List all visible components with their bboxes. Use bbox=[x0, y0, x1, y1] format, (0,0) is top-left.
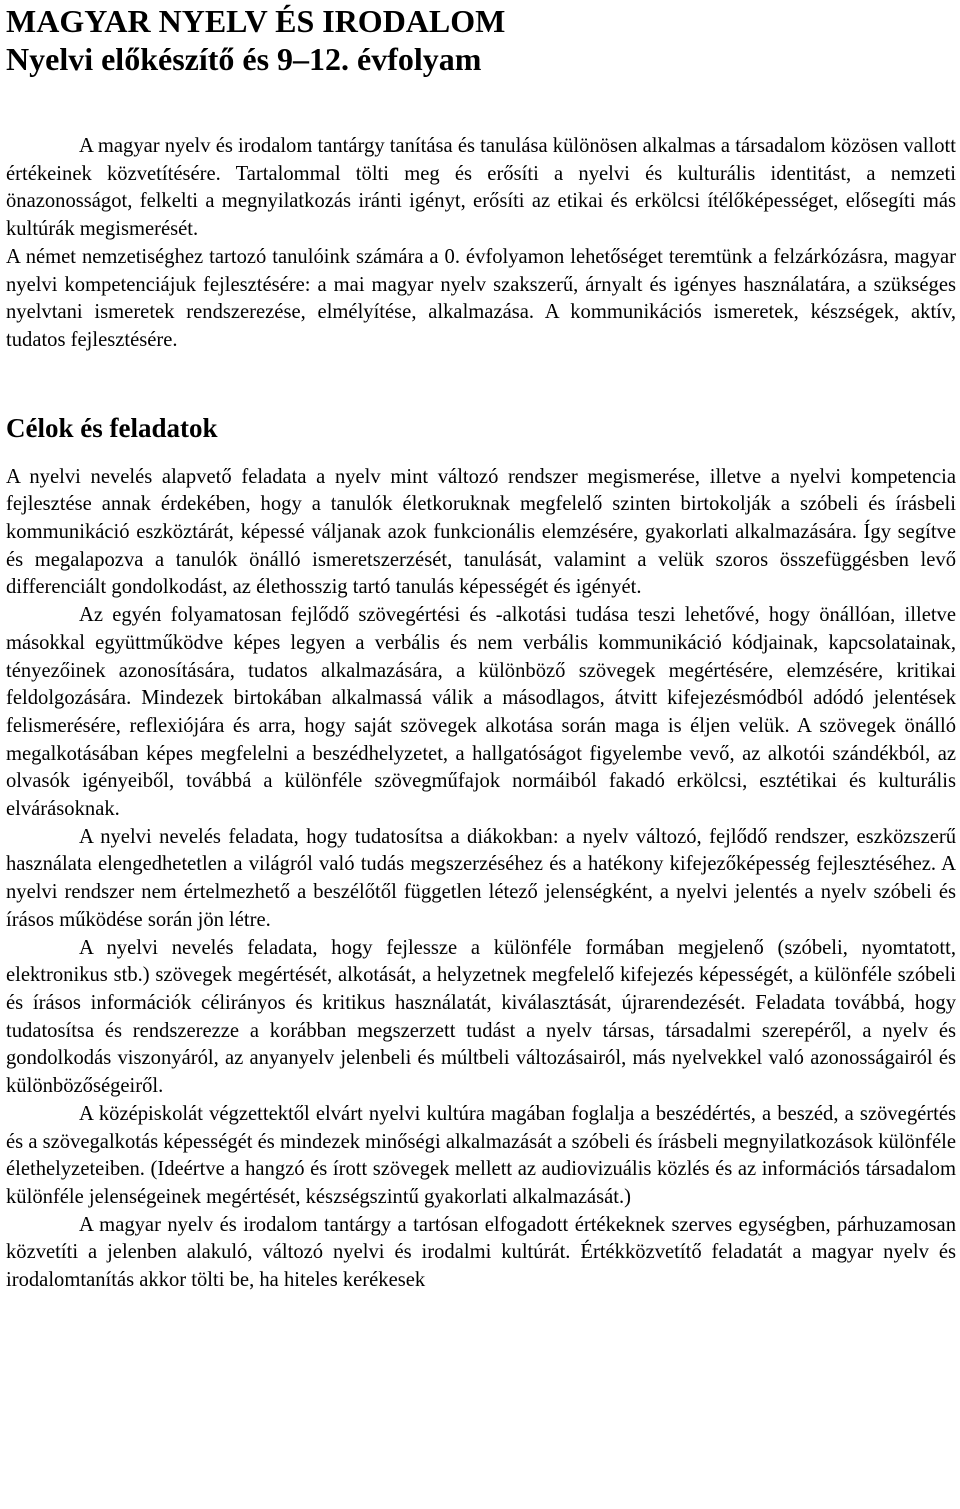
goals-paragraph: A magyar nyelv és irodalom tantárgy a tartósan elfogadott értékeknek szerves egységben, párhuzamosan közvetíti a jelenben alakuló, változó nyelvi és irodalmi kultúrát. Értékközvetítő feladatát a magyar nyelv és irodalomtanítás akkor tölti be, ha hiteles kerékesek bbox=[6, 1213, 956, 1292]
intro-section bbox=[6, 133, 956, 355]
goals-paragraph: A nyelvi nevelés feladata, hogy tudatosítsa a diákokban: a nyelv változó, fejlődő rendszer, eszközszerű használata elengedhetetlen a világról való tudás megszerzéséhez és a hatékony kifejezőképesség fejlesztéséhez. A nyelvi rendszer nem értelmezhető a beszélőtől független létező jelenségként, a nyelvi jelentés a nyelv szóbeli és írásos működése során jön létre. bbox=[6, 825, 956, 931]
section-heading: Célok és feladatok bbox=[6, 412, 218, 443]
document-page bbox=[6, 0, 956, 1295]
goals-section bbox=[6, 464, 956, 1295]
title-main: MAGYAR NYELV ÉS IRODALOM bbox=[6, 3, 506, 39]
document-title bbox=[6, 0, 956, 78]
goals-paragraph: A nyelvi nevelés feladata, hogy fejlessze a különféle formában megjelenő (szóbeli, nyomtatott, elektronikus stb.) szövegek megértését, alkotását, a helyzetnek megfelelő kifejezés képességét, a különféle szóbeli és írásos információk célirányos és kritikus használatát, kiválasztását, újrarendezését. Feladata továbbá, hogy tudatosítsa és rendszerezze a korábban megszerzett tudást a nyelv társas, társadalmi szerepéről, a nyelv és gondolkodás viszonyáról, az anyanyelv jelenbeli és múltbeli változásairól, más nyelvekkel való azonosságairól és különbözőségeiről. bbox=[6, 936, 956, 1098]
title-subtitle: Nyelvi előkészítő és 9–12. évfolyam bbox=[6, 41, 482, 77]
goals-paragraph: A középiskolát végzettektől elvárt nyelvi kultúra magában foglalja a beszédértés, a beszéd, a szövegértés és a szövegalkotás képességét és mindezek minőségi alkalmazását a szóbeli és írásbeli megnyilatkozások különféle élethelyzeteiben. (Ideértve a hangzó és írott szövegek mellett az audiovizuális közlés és az információs társadalom különféle jelenségeinek megértését, készségszintű gyakorlati alkalmazását.) bbox=[6, 1102, 956, 1208]
intro-paragraph-1: A magyar nyelv és irodalom tantárgy tanítása és tanulása különösen alkalmas a társadalom közösen vallott értékeinek közvetítésére. Tartalommal tölti meg és erősíti a nyelvi és kulturális identitást, a nemzeti önazonosságot, felkelti a megnyilatkozás iránti igényt, erősíti az etikai és erkölcsi ítélőképességet, elősegíti más kultúrák megismerését. bbox=[6, 135, 956, 241]
goals-paragraph: Az egyén folyamatosan fejlődő szövegértési és -alkotási tudása teszi lehetővé, hogy önállóan, illetve másokkal együttműködve képes legyen a verbális és nem verbális kommunikáció kódjainak, kapcsolatainak, tényezőinek azonosítására, tudatos alkalmazására, a különböző szövegek megértésére, elemzésére, kritikai feldolgozására. Mindezek birtokában alkalmassá válik a másodlagos, átvitt kifejezésmódból adódó jelentések felismerésére, reflexiójára és arra, hogy saját szövegek alkotása során maga is éljen velük. A szövegek önálló megalkotásában képes megfelelni a beszédhelyzetet, a hallgatóságot figyelembe vevő, az alkotói szándékból, az olvasók igényeiből, továbbá a különféle szövegműfajok normáiból fakadó erkölcsi, esztétikai és kulturális elvárásoknak. bbox=[6, 604, 956, 821]
goals-paragraph: A nyelvi nevelés alapvető feladata a nyelv mint változó rendszer megismerése, illetve a nyelvi kompetencia fejlesztése annak érdekében, hogy a tanulók életkoruknak megfelelő szinten birtokolják a szóbeli és írásbeli kommunikáció eszköztárát, képessé váljanak azok funkcionális elemzésére, gyakorlati alkalmazására. Így segítve és megalapozva a tanulók önálló ismeretszerzését, tanulását, valamint a velük szoros összefüggésben levő differenciált gondolkodást, az élethosszig tartó tanulás képességét és igényét. bbox=[6, 465, 956, 599]
intro-paragraph-2: A német nemzetiséghez tartozó tanulóink számára a 0. évfolyamon lehetőséget teremtünk a felzárkózásra, magyar nyelvi kompetenciájuk fejlesztésére: a mai magyar nyelv szakszerű, árnyalt és igényes használatára, a szükséges nyelvtani ismeretek rendszerezése, elmélyítése, alkalmazása. A kommunikációs ismeretek, készségek, aktív, tudatos fejlesztésére. bbox=[6, 245, 956, 351]
